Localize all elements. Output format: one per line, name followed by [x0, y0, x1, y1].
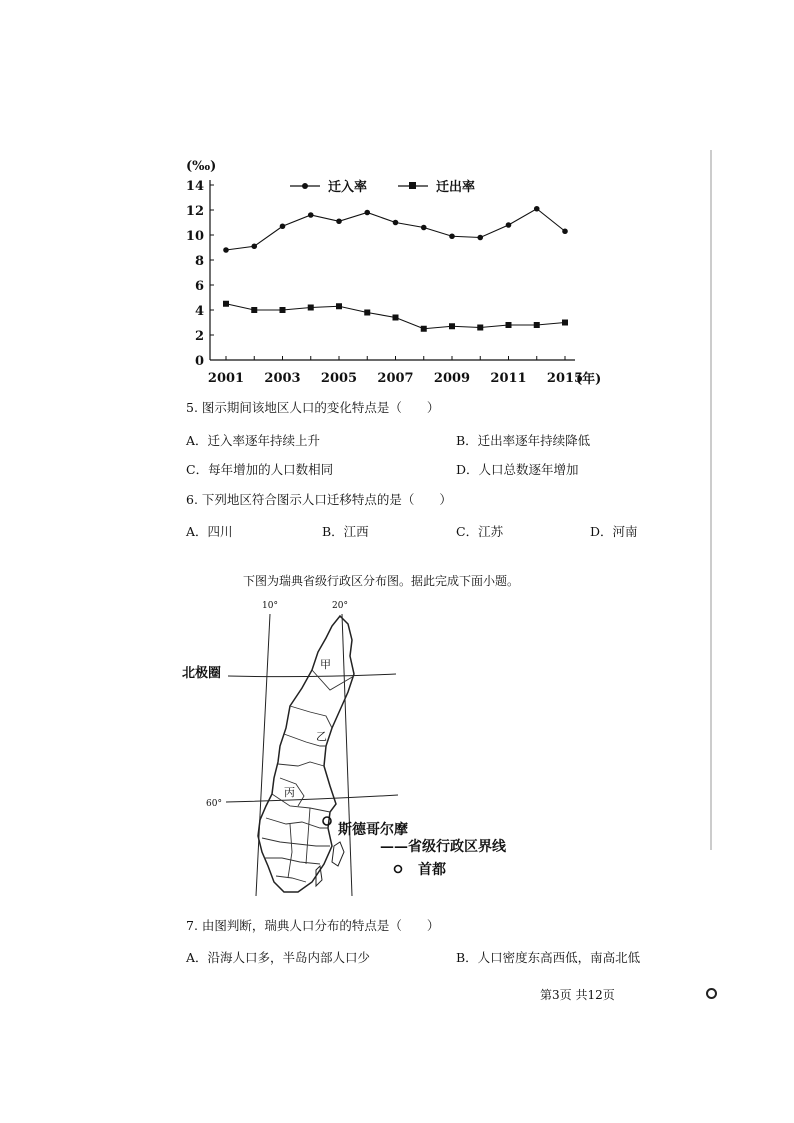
q6-option-a: A．四川 [186, 524, 233, 539]
series-1-point-9 [477, 325, 483, 331]
region-yi-label: 乙 [316, 730, 327, 743]
y-tick-label-8: 8 [194, 254, 204, 269]
q6-option-b: B．江西 [322, 524, 369, 539]
chart-marks [223, 206, 568, 332]
y-tick-label-10: 10 [185, 229, 204, 244]
legend-label-inflow: 迁入率 [328, 180, 368, 195]
map-svg [180, 596, 560, 906]
series-1-point-3 [308, 305, 314, 311]
scan-edge-line [710, 150, 712, 850]
q7-option-b: B．人口密度东高西低，南高北低 [456, 950, 641, 965]
question-7-stem: 7. 由图判断，瑞典人口分布的特点是（ ） [186, 918, 440, 933]
q6-option-d: D．河南 [590, 524, 638, 539]
y-tick-label-4: 4 [194, 304, 204, 319]
y-tick-label-12: 12 [185, 204, 204, 219]
chart-legend [290, 179, 475, 195]
series-1-point-10 [506, 322, 512, 328]
series-0-point-0 [223, 247, 229, 253]
meridian-10-label: 10° [262, 601, 278, 611]
province-boundaries [262, 670, 354, 882]
x-tick-label-2005: 2005 [320, 371, 358, 386]
y-tick-label-6: 6 [194, 279, 204, 294]
binding-hole-mark [706, 988, 717, 999]
series-0-point-10 [506, 222, 512, 228]
q5-option-d: D．人口总数逐年增加 [456, 462, 579, 477]
series-0-point-7 [421, 225, 427, 231]
series-0-point-4 [336, 218, 342, 224]
series-1-point-4 [336, 303, 342, 309]
y-unit-label: (‰) [186, 159, 217, 174]
series-1-point-5 [364, 310, 370, 316]
arctic-circle-label: 北极圈 [182, 666, 222, 681]
map-intro-text: 下图为瑞典省级行政区分布图。据此完成下面小题。 [243, 574, 520, 588]
region-jia-label: 甲 [320, 658, 331, 671]
sweden-province-map [180, 596, 560, 906]
x-tick-label-2001: 2001 [207, 371, 245, 386]
arctic-circle-line [228, 674, 396, 677]
q5-option-a: A．迁入率逐年持续上升 [186, 433, 321, 448]
x-tick-label-2003: 2003 [264, 371, 301, 386]
x-tick-label-2009: 2009 [433, 371, 471, 386]
series-0-point-12 [562, 228, 568, 234]
q5-option-b: B．迁出率逐年持续降低 [456, 433, 591, 448]
legend-capital-label: 首都 [418, 862, 446, 878]
y-tick-label-14: 14 [185, 179, 204, 194]
chart-svg [180, 150, 620, 390]
series-1-point-8 [449, 323, 455, 329]
capital-name-label: 斯德哥尔摩 [338, 822, 408, 838]
legend-label-outflow: 迁出率 [436, 180, 476, 195]
x-tick-label-2007: 2007 [377, 371, 414, 386]
x-tick-label-2015: 2015 [546, 371, 584, 386]
series-1-point-6 [393, 315, 399, 321]
q6-option-c: C．江苏 [456, 524, 504, 539]
sweden-outline [258, 616, 354, 892]
legend-capital-marker [395, 866, 402, 873]
series-0-point-2 [280, 223, 286, 229]
series-0-point-1 [251, 243, 257, 249]
migration-rate-chart [180, 150, 620, 390]
y-tick-label-0: 0 [194, 354, 204, 369]
series-0-point-8 [449, 233, 455, 239]
meridian-20-label: 20° [332, 601, 348, 611]
legend-boundary-label: ——省级行政区界线 [380, 839, 506, 855]
series-1-point-0 [223, 301, 229, 307]
series-0-point-3 [308, 212, 314, 218]
chart-axes [186, 179, 583, 386]
region-bing-label: 丙 [284, 786, 295, 799]
question-5-stem: 5. 图示期间该地区人口的变化特点是（ ） [186, 400, 440, 415]
parallel-60 [226, 795, 398, 802]
gotland-island [332, 842, 344, 866]
q7-option-a: A．沿海人口多，半岛内部人口少 [186, 950, 371, 965]
legend-marker-inflow [302, 183, 308, 189]
parallel-60-label: 60° [206, 799, 222, 809]
page-number: 第3页 共12页 [540, 988, 615, 1002]
series-0-point-9 [477, 235, 483, 241]
series-1-point-1 [251, 307, 257, 313]
y-tick-label-2: 2 [194, 329, 204, 344]
question-6-stem: 6. 下列地区符合图示人口迁移特点的是（ ） [186, 492, 452, 507]
series-1-point-11 [534, 322, 540, 328]
series-0-point-11 [534, 206, 540, 212]
q5-option-c: C．每年增加的人口数相同 [186, 462, 334, 477]
x-unit-label: (年) [576, 372, 602, 387]
series-1-point-12 [562, 320, 568, 326]
x-tick-label-2011: 2011 [490, 371, 527, 386]
series-0-point-6 [393, 220, 399, 226]
series-line-0 [226, 209, 565, 250]
series-0-point-5 [364, 210, 370, 216]
legend-marker-outflow [409, 182, 416, 189]
series-1-point-7 [421, 326, 427, 332]
series-1-point-2 [280, 307, 286, 313]
capital-marker [323, 817, 331, 825]
